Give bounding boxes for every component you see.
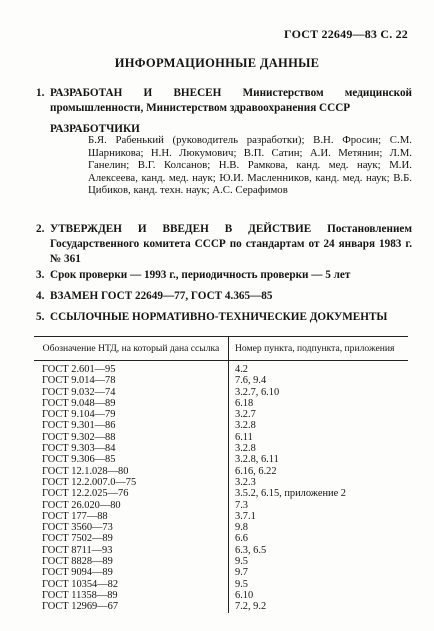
ntd-designation: ГОСТ 9094—89 <box>34 567 229 578</box>
ntd-designation: ГОСТ 12969—67 <box>34 601 229 612</box>
clause-numbers: 4.2 <box>235 364 248 375</box>
clause-numbers: 9.5 <box>235 556 248 568</box>
section-body <box>50 86 412 137</box>
table-row <box>34 556 408 567</box>
page-header-reference: ГОСТ 22649—83 С. 22 <box>284 27 408 41</box>
ntd-designation: ГОСТ 3560—73 <box>34 522 229 533</box>
clause-numbers: 9.7 <box>235 567 248 579</box>
section-4 <box>36 289 412 304</box>
clause-numbers: 6.6 <box>235 533 248 545</box>
clause-numbers: 3.2.8 <box>235 420 256 432</box>
section-text: Срок проверки — 1993 г., периодичность проверки — 5 лет <box>50 269 351 281</box>
section-number: 2. <box>36 223 45 235</box>
section-text: Министерством медицинской промышленности, Министерством здравоохранения СССР <box>50 87 412 114</box>
clause-numbers: 3.7.1 <box>235 510 256 522</box>
ntd-designation: ГОСТ 12.2.007.0—75 <box>34 477 229 488</box>
table-row <box>34 375 408 386</box>
table-row <box>34 398 408 409</box>
table-row <box>34 387 408 398</box>
clause-numbers: 6.3, 6.5 <box>235 544 267 556</box>
table-row <box>34 466 408 477</box>
developers-heading: РАЗРАБОТЧИКИ <box>50 123 140 135</box>
clause-numbers: 3.2.8 <box>235 443 256 455</box>
clause-numbers: 7.3 <box>235 499 248 511</box>
ntd-designation: ГОСТ 9.104—79 <box>34 409 229 420</box>
clause-numbers: 6.10 <box>235 589 254 601</box>
ntd-designation: ГОСТ 9.302—88 <box>34 432 229 443</box>
table-row <box>34 511 408 522</box>
developers-block <box>36 134 412 197</box>
section-lead: РАЗРАБОТАН И ВНЕСЕН <box>50 87 222 99</box>
table-row <box>34 488 408 499</box>
section-number: 3. <box>36 269 45 281</box>
ntd-designation: ГОСТ 10354—82 <box>34 579 229 590</box>
ntd-designation: ГОСТ 9.306—85 <box>34 454 229 465</box>
table-row <box>34 533 408 544</box>
column-header-clause: Номер пункта, подпункта, приложения <box>229 337 409 361</box>
table-header-row <box>34 337 408 361</box>
clause-numbers: 3.2.3 <box>235 476 256 488</box>
clause-numbers: 6.11 <box>235 431 253 443</box>
document-title: ИНФОРМАЦИОННЫЕ ДАННЫЕ <box>114 56 320 70</box>
table-row <box>34 579 408 590</box>
section-lead: УТВЕРЖДЕН И ВВЕДЕН В ДЕЙСТВИЕ <box>50 223 312 235</box>
table-row <box>34 545 408 556</box>
reference-documents-table <box>34 336 408 613</box>
section-3 <box>36 268 412 283</box>
ntd-designation: ГОСТ 9.048—89 <box>34 398 229 409</box>
clause-numbers: 6.16, 6.22 <box>235 465 277 477</box>
clause-numbers: 3.5.2, 6.15, приложение 2 <box>235 488 346 500</box>
section-number: 4. <box>36 290 45 302</box>
clause-numbers: 6.18 <box>235 397 254 409</box>
ntd-designation: ГОСТ 12.1.028—80 <box>34 466 229 477</box>
ntd-designation: ГОСТ 12.2.025—76 <box>34 488 229 499</box>
ntd-designation: ГОСТ 8711—93 <box>34 545 229 556</box>
table-row <box>34 567 408 578</box>
table-row <box>34 601 408 612</box>
table-row <box>34 522 408 533</box>
clause-numbers: 7.2, 9.2 <box>235 601 267 613</box>
ntd-designation: ГОСТ 7502—89 <box>34 533 229 544</box>
clause-numbers: 3.2.7, 6.10 <box>235 386 280 398</box>
table-row <box>34 432 408 443</box>
ntd-designation: ГОСТ 26.020—80 <box>34 500 229 511</box>
ntd-designation: ГОСТ 2.601—95 <box>34 361 229 376</box>
table-row <box>34 420 408 431</box>
ntd-designation: ГОСТ 9.032—74 <box>34 387 229 398</box>
section-1 <box>36 86 412 137</box>
section-number: 5. <box>36 311 45 323</box>
section-5 <box>36 310 412 325</box>
section-text: ССЫЛОЧНЫЕ НОРМАТИВНО-ТЕХНИЧЕСКИЕ ДОКУМЕНТЫ <box>50 311 388 323</box>
clause-numbers: 3.2.8, 6.11 <box>235 454 279 466</box>
ntd-designation: ГОСТ 8828—89 <box>34 556 229 567</box>
section-number: 1. <box>36 87 45 99</box>
table-row <box>34 443 408 454</box>
table-row <box>34 361 408 376</box>
developers-list: Б.Я. Рабенький (руководитель разработки); В.Н. Фросин; С.М. Шарникова; Н.Н. Люкумович; В.П. Сатин; А.И. Метянин; Л.М. Ганелин; В.Г. Колсанов; Н.В. Рамкова, канд. мед. наук; М.И. Алексеева, канд. мед. наук; Ю.И. Масленников, канд. мед. наук; В.Б. Цибиков, канд. техн. наук; А.С. Серафимов <box>88 134 412 197</box>
ntd-designation: ГОСТ 11358—89 <box>34 590 229 601</box>
section-2 <box>36 222 412 267</box>
ntd-designation: ГОСТ 9.301—86 <box>34 420 229 431</box>
table-row <box>34 409 408 420</box>
table-body <box>34 361 408 613</box>
column-header-designation: Обозначение НТД, на который дана ссылка <box>34 337 229 361</box>
table-row <box>34 454 408 465</box>
clause-numbers: 9.8 <box>235 522 248 534</box>
clause-numbers: 7.6, 9.4 <box>235 375 267 387</box>
section-body <box>50 222 412 267</box>
section-text: ВЗАМЕН ГОСТ 22649—77, ГОСТ 4.365—85 <box>50 290 273 302</box>
table-row <box>34 477 408 488</box>
clause-numbers: 9.5 <box>235 578 248 590</box>
clause-numbers: 3.2.7 <box>235 409 256 421</box>
section-text: Постановлением Государственного комитета СССР по стандартам от 24 января 1983 г. № 361 <box>50 223 413 265</box>
ntd-designation: ГОСТ 9.303—84 <box>34 443 229 454</box>
table-row <box>34 500 408 511</box>
ntd-designation: ГОСТ 9.014—78 <box>34 375 229 386</box>
table-row <box>34 590 408 601</box>
ntd-designation: ГОСТ 177—88 <box>34 511 229 522</box>
